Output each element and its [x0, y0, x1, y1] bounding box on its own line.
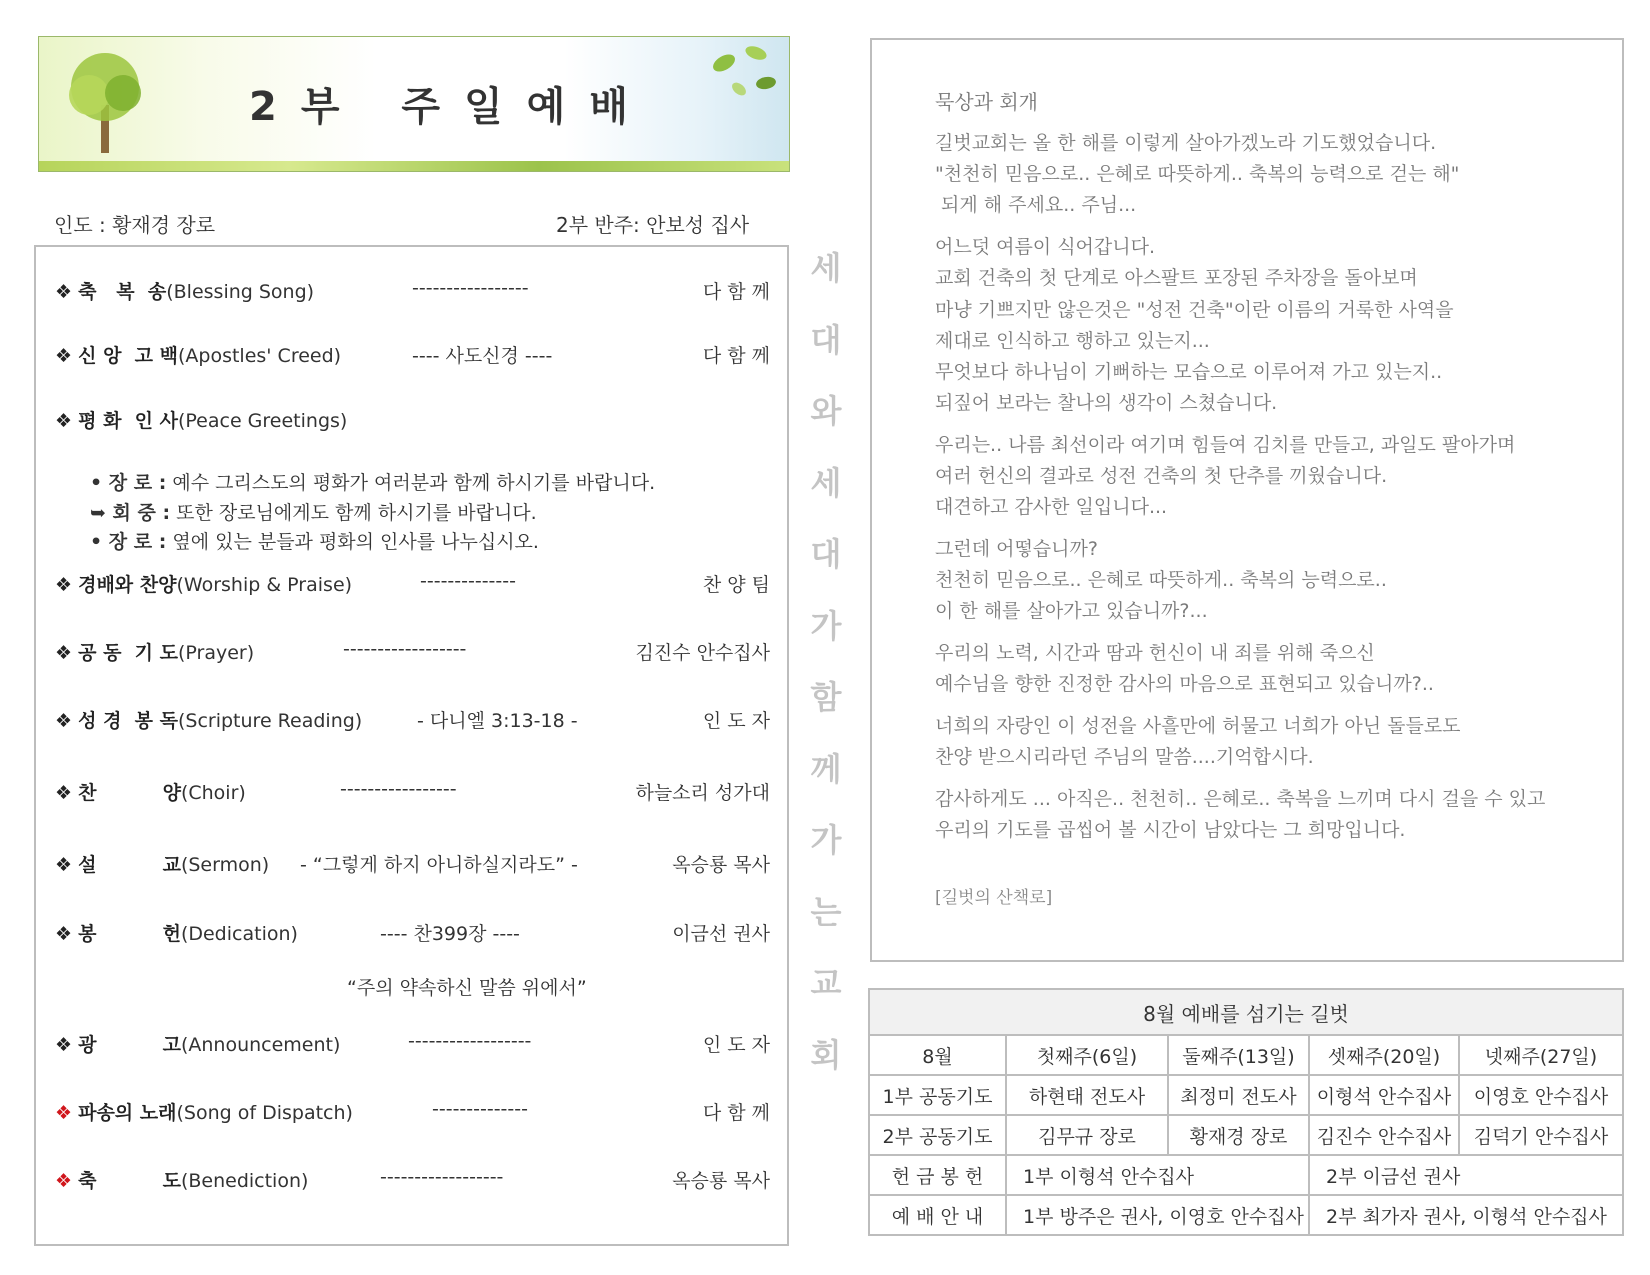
reflection-line: 우리는.. 나름 최선이라 여기며 힘들여 김치를 만들고, 과일도 팔아가며	[935, 434, 1516, 456]
order-item-english: (Dedication)	[180, 923, 298, 945]
order-item-leader: 인 도 자	[702, 1034, 770, 1056]
reflection-line: 그런데 어떻습니까?	[935, 538, 1098, 560]
diamond-bullet-icon: ❖	[55, 923, 73, 945]
page-title: 2부 주일예배	[249, 84, 652, 130]
vertical-motto-char: 와	[810, 392, 842, 430]
table-cell: 헌 금 봉 헌	[869, 1155, 1006, 1195]
vertical-motto-char: 가	[810, 606, 842, 645]
reflection-title: 묵상과 회개	[935, 90, 1038, 114]
order-item	[55, 778, 770, 806]
vertical-motto-char: 대	[810, 535, 842, 573]
table-row	[869, 1155, 1623, 1195]
reflection-line: 교회 건축의 첫 단계로 아스팔트 포장된 주차장을 돌아보며	[935, 267, 1418, 289]
reflection-line: "천천히 믿음으로.. 은혜로 따뜻하게.. 축복의 능력으로 걷는 해"	[935, 163, 1460, 185]
peace-line-3: • 장 로 : 옆에 있는 분들과 평화의 인사를 나누십시오.	[90, 531, 539, 553]
order-item-title: 찬 양	[78, 782, 181, 804]
diamond-bullet-icon: ❖	[55, 1170, 73, 1192]
table-cell: 1부 공동기도	[869, 1075, 1006, 1115]
table-cell: 넷째주(27일)	[1459, 1035, 1623, 1075]
order-item-english: (Blessing Song)	[166, 281, 315, 303]
vertical-motto-char: 대	[810, 320, 842, 359]
reflection-line: 제대로 인식하고 행하고 있는지...	[935, 330, 1210, 352]
order-item-leader: 다 함 께	[702, 281, 770, 303]
order-item-english: (Worship & Praise)	[176, 574, 353, 596]
reflection-line: 이 한 해를 살아가고 있습니까?...	[935, 600, 1208, 622]
vertical-motto-char: 함	[810, 678, 842, 716]
order-item-title: 신 앙 고 백	[78, 345, 178, 367]
order-item-title: 성 경 봉 독	[78, 710, 178, 732]
servers-table	[868, 988, 1624, 1236]
order-item-leader: 옥승룡 목사	[672, 854, 770, 876]
order-item-detail: - 다니엘 3:13-18 -	[417, 710, 578, 732]
order-item	[55, 570, 770, 598]
reflection-line: 예수님을 향한 진정한 감사의 마음으로 표현되고 있습니까?..	[935, 673, 1434, 695]
table-row	[869, 1075, 1623, 1115]
order-item-title: 설 교	[78, 854, 181, 876]
reflection-line: 대견하고 감사한 일입니다...	[935, 496, 1168, 518]
table-cell: 첫째주(6일)	[1006, 1035, 1168, 1075]
order-item	[55, 638, 770, 666]
reflection-line: 너희의 자랑인 이 성전을 사흘만에 허물고 너희가 아닌 돌들로도	[935, 715, 1461, 737]
order-item	[55, 1098, 770, 1126]
order-item-leader: 찬 양 팀	[702, 574, 770, 596]
servers-caption: 8월 예배를 섬기는 길벗	[869, 989, 1623, 1035]
order-item-detail: ------------------	[343, 638, 467, 660]
table-row	[869, 1035, 1623, 1075]
order-item-title: 공 동 기 도	[78, 642, 178, 664]
diamond-bullet-icon: ❖	[55, 345, 73, 367]
order-item-title: 봉 헌	[78, 923, 181, 945]
leader-right: 2부 반주: 안보성 집사	[556, 213, 750, 237]
reflection-line: 되게 해 주세요.. 주님...	[935, 194, 1137, 216]
order-item-leader: 인 도 자	[702, 710, 770, 732]
order-item-english: (Sermon)	[180, 854, 270, 876]
diamond-bullet-icon: ❖	[55, 1102, 73, 1124]
order-item-title: 축 도	[78, 1170, 181, 1192]
order-item-english: (Choir)	[180, 782, 246, 804]
order-item-english: (Song of Dispatch)	[176, 1102, 353, 1124]
diamond-bullet-icon: ❖	[55, 281, 73, 303]
order-item-detail: ------------------	[408, 1030, 532, 1052]
leader-left: 인도 : 황재경 장로	[54, 213, 216, 237]
order-item-title: 평 화 인 사	[78, 410, 178, 432]
order-item	[55, 277, 770, 305]
order-item	[55, 1030, 770, 1058]
vertical-motto-char: 회	[810, 1035, 842, 1074]
banner-strip	[39, 161, 789, 171]
order-item-title: 경배와 찬양	[78, 574, 177, 596]
order-item-english: (Scripture Reading)	[177, 710, 363, 732]
table-cell: 1부 이형석 안수집사	[1006, 1155, 1309, 1195]
order-item-leader: 이금선 권사	[672, 923, 770, 945]
diamond-bullet-icon: ❖	[55, 574, 73, 596]
order-item-detail: ------------------	[380, 1166, 504, 1188]
order-item-english: (Peace Greetings)	[177, 410, 348, 432]
order-item-detail: --------------	[432, 1098, 528, 1120]
order-item-english: (Prayer)	[177, 642, 255, 664]
order-item	[55, 406, 770, 434]
vertical-motto-char: 세	[810, 249, 842, 287]
table-row	[869, 1115, 1623, 1155]
order-item-detail: - “그렇게 하지 아니하실지라도” -	[300, 854, 578, 876]
table-row	[869, 1195, 1623, 1235]
diamond-bullet-icon: ❖	[55, 710, 73, 732]
reflection-line: 찬양 받으시리라던 주님의 말씀....기억합시다.	[935, 746, 1314, 768]
table-cell: 최정미 전도사	[1168, 1075, 1309, 1115]
table-cell: 2부 최가자 권사, 이형석 안수집사	[1309, 1195, 1623, 1235]
table-cell: 2부 공동기도	[869, 1115, 1006, 1155]
order-item-detail: -----------------	[412, 277, 529, 299]
table-cell: 둘째주(13일)	[1168, 1035, 1309, 1075]
reflection-line: 마냥 기쁘지만 않은것은 "성전 건축"이란 이름의 거룩한 사역을	[935, 299, 1454, 321]
order-of-worship-frame	[34, 245, 789, 1246]
order-item-detail: ---- 찬399장 ----	[380, 923, 520, 945]
vertical-motto-char: 는	[810, 892, 842, 931]
vertical-motto-char: 께	[810, 749, 842, 788]
table-cell: 이형석 안수집사	[1309, 1075, 1459, 1115]
tree-icon	[51, 43, 161, 161]
reflection-line: 우리의 기도를 곱씹어 볼 시간이 남았다는 그 희망입니다.	[935, 819, 1406, 841]
order-item-detail: --------------	[420, 570, 516, 592]
vertical-motto-char: 가	[810, 821, 842, 859]
order-item-english: (Announcement)	[180, 1034, 341, 1056]
diamond-bullet-icon: ❖	[55, 782, 73, 804]
table-cell: 김덕기 안수집사	[1459, 1115, 1623, 1155]
order-item	[55, 850, 770, 878]
order-item-detail: ---- 사도신경 ----	[412, 345, 553, 367]
table-cell: 1부 방주은 권사, 이영호 안수집사	[1006, 1195, 1309, 1235]
reflection-line: 천천히 믿음으로.. 은혜로 따뜻하게.. 축복의 능력으로..	[935, 569, 1387, 591]
diamond-bullet-icon: ❖	[55, 1034, 73, 1056]
vertical-motto-char: 교	[810, 964, 842, 1002]
order-item	[55, 706, 770, 734]
order-item-leader: 다 함 께	[702, 345, 770, 367]
table-cell: 셋째주(20일)	[1309, 1035, 1459, 1075]
order-item-detail: -----------------	[340, 778, 457, 800]
order-item-title: 축 복 송	[78, 281, 167, 303]
reflection-line: 어느덧 여름이 식어갑니다.	[935, 236, 1156, 258]
leaves-icon	[694, 39, 789, 109]
order-item	[55, 919, 770, 947]
reflection-line: 길벗교회는 올 한 해를 이렇게 살아가겠노라 기도했었습니다.	[935, 132, 1437, 154]
order-item	[55, 341, 770, 369]
reflection-source: [길벗의 산책로]	[935, 888, 1053, 908]
peace-line-1: • 장 로 : 예수 그리스도의 평화가 여러분과 함께 하시기를 바랍니다.	[90, 472, 656, 494]
vertical-motto-char: 세	[810, 463, 842, 502]
order-item-leader: 옥승룡 목사	[672, 1170, 770, 1192]
reflection-line: 되짚어 보라는 찰나의 생각이 스쳤습니다.	[935, 392, 1278, 414]
hymn-title: “주의 약속하신 말씀 위에서”	[347, 977, 587, 999]
order-item	[55, 1166, 770, 1194]
reflection-line: 감사하게도 ... 아직은.. 천천히.. 은혜로.. 축복을 느끼며 다시 걸을 수 있고	[935, 788, 1546, 810]
reflection-line: 여러 헌신의 결과로 성전 건축의 첫 단추를 끼웠습니다.	[935, 465, 1388, 487]
table-cell: 이영호 안수집사	[1459, 1075, 1623, 1115]
order-item-english: (Benediction)	[180, 1170, 309, 1192]
table-cell: 김진수 안수집사	[1309, 1115, 1459, 1155]
order-item-title: 파송의 노래	[78, 1102, 177, 1124]
table-cell: 김무규 장로	[1006, 1115, 1168, 1155]
order-item-english: (Apostles' Creed)	[177, 345, 342, 367]
order-item-leader: 하늘소리 성가대	[635, 782, 770, 804]
table-cell: 8월	[869, 1035, 1006, 1075]
peace-line-2: ➥ 회 중 : 또한 장로님에게도 함께 하시기를 바랍니다.	[90, 502, 537, 524]
reflection-line: 우리의 노력, 시간과 땀과 헌신이 내 죄를 위해 죽으신	[935, 642, 1375, 664]
order-item-leader: 다 함 께	[702, 1102, 770, 1124]
reflection-line: 무엇보다 하나님이 기뻐하는 모습으로 이루어져 가고 있는지..	[935, 361, 1443, 383]
order-item-leader: 김진수 안수집사	[635, 642, 770, 664]
diamond-bullet-icon: ❖	[55, 854, 73, 876]
table-cell: 황재경 장로	[1168, 1115, 1309, 1155]
table-cell: 2부 이금선 권사	[1309, 1155, 1623, 1195]
table-cell: 하현태 전도사	[1006, 1075, 1168, 1115]
diamond-bullet-icon: ❖	[55, 642, 73, 664]
table-cell: 예 배 안 내	[869, 1195, 1006, 1235]
title-banner	[38, 36, 790, 172]
order-item-title: 광 고	[78, 1034, 181, 1056]
diamond-bullet-icon: ❖	[55, 410, 73, 432]
